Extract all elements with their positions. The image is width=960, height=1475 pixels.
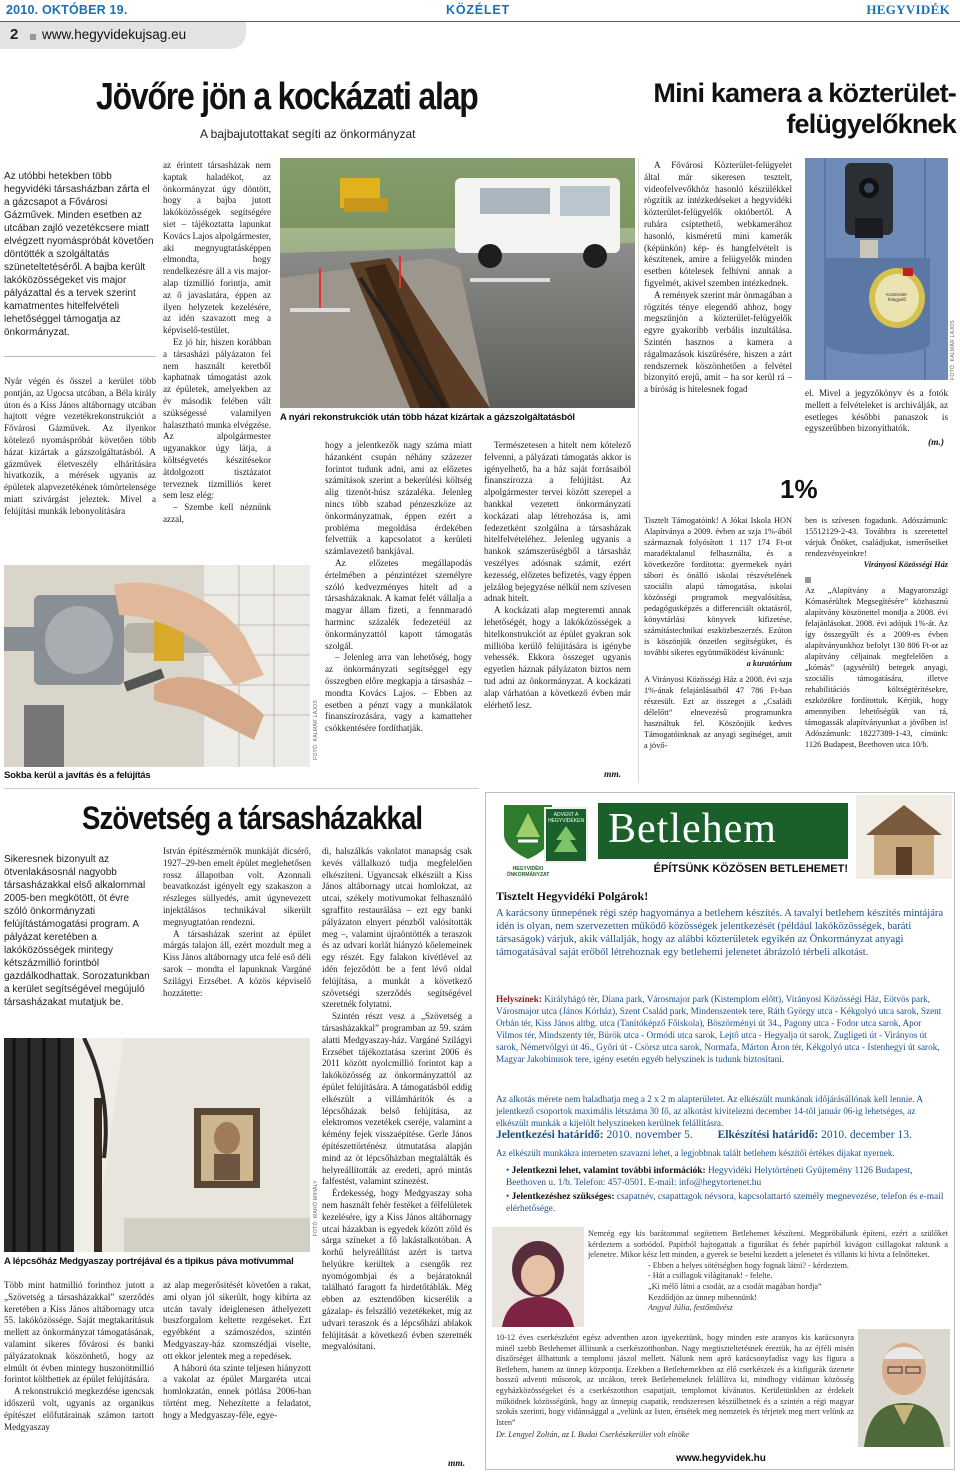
contact1-label: Jelentkezni lehet, valamint további információk: [511,1166,706,1176]
paragraph: Szintén részt vesz a „Szövetség a társasházakkal” programban az 59. szám alatti Medgyaszay-ház. Vargáné Szilágyi Erzsébet tájékoztatása szerint 2006 és 2011 között nyolcmillió forintot kap a lakóközösség az önkormányzattól az épület felújítására. A támogatásból eddig elkészült a villámhárítók és a lépcsőházak belső felújítása, az elektromos vezetékek cseréje, valamint a kémény fejek visszaépítése. Gerle János építészettörténész útmutatása alapján mind az öt lépcsőházban megtalálták és helyreállították az eredeti, apró mintás falfestést, valamint színezést. [322,1011,472,1187]
painter-quote [588,1229,948,1314]
stairwell-caption: A lépcsőház Medgyaszay portréjával és a tipikus páva motívummal [4,1256,294,1267]
bullet-square-icon [805,577,811,583]
lead-text: Sikeresnek bizonyult az ötvenlakásosnál nagyobb társasházakkal első alkalommal 2005-ben megkötött, öt évre szóló önkormányzati felújítástámogatási program. A pályázat keretében a lakóközösségek mintegy kétszázmillió forintból gazdálkodhattak. Sorozatunkban a kerület segítségével megújuló társasházakat mutatjuk be. [4,854,150,1008]
scout-text [496,1333,854,1441]
betlehem-title-band [598,803,848,859]
paragraph: István építészmérnök munkáját dicsérő, 1927–29-ben emelt épület meglehetősen rossz állapotban volt. Azonnali beavatkozást igényelt egy szakaszon a részleges süllyedés, amit úgynevezett injektálásos technikával sikerült megnyugtatóan rendezni. [163,846,311,927]
advent-badge [544,807,588,863]
intro-text: A karácsony ünnepének régi szép hagyománya a betlehem készítés. A tavalyi betlehem készítés mintájára idén is olyan, nem szervezetten működő közösségek jelentkezését (például lakóközösségek, baráti társaságok) várjuk, akik vállalják, hogy az alábbi közterületek egyikén az Önkormányzat anyagi támogatásával saját erőből létrehoznak egy betlehemi jelenetet ábrázoló térbeli alkotást. [496,908,944,958]
deadline-build: 2010. december 13. [821,1129,912,1141]
betlehem-size [496,1093,946,1129]
section-divider [4,788,479,789]
onepercent-title: 1% [780,474,818,504]
nativity-figure [856,795,952,879]
paragraph: Az előzetes megállapodás értelmében a pénzintézet személyre szóló kedvezményes hitelt ad a társasházaknak. A kamat felét vállalja a magyar állam fizeti, a fennmaradó harminc százalék fedezetéül az önkormányzattól kapott támogatás szolgál. [325,557,472,651]
paragraph: hogy a jelentkezők nagy száma miatt házanként csupán néhány százezer forintot tudunk adni, ami az előzetes számítások szerint a bekerülési költség alig tizenöt-húsz százaléka. Jelenleg nincs több szabad pénzeszköze az önkormányzatnak, éppen ezért a probléma megoldása érdekében felvettük a kapcsolatot a kerületi számlavezető bankjával. [325,440,472,557]
paragraph: A társasházak szerint az épület márgás talajon áll, ezért mozdult meg a Kiss János altábornagy utca felé eső déli sarok – mondta el lapunknak Vargáné Szilágyi Erzsébet. A közös képviselő hozzátette: [163,928,311,998]
article3-lower-col1 [4,1280,154,1433]
gas-meter-photo [4,565,310,767]
article2-byline: (m.) [928,438,945,448]
betlehem-intro [496,907,946,959]
signature: a kuratórium [746,659,792,668]
onepercent-col1 [644,515,792,751]
onepercent-col2 [805,515,948,750]
contact2-text: csapatnév, csapattagok névsora, kapcsolattartó személy megnevezése, telefon és e-mail elérhetősége. [506,1192,944,1214]
betlehem-deadlines [496,1129,946,1141]
street-works-photo [280,158,635,408]
betlehem-greeting: Tisztelt Hegyvidéki Polgárok! [496,889,649,903]
paragraph: az alap megerősítését követően a rakat, ami olyan jól sikerült, hogy kibírta az utcán tavaly ideiglenesen áthelyezett buszforgalom keltette rezgéseket. Ezt egyébként a számoszédos, szintén Medgyaszay-ház szomszédjai viselte, ott ekkor jelentek meg a repedések. [163,1280,311,1361]
betlehem-ad [485,792,955,1470]
paragraph: az érintett társasházak nem kaptak haladékot, az önkormányzat úgy döntött, hogy a bajba jutott lakóközösségek segítségére siet – tájékoztatta lapunkat Kovács Lajos alpolgármester, aki megnyugtatásképpen elmondta, hogy rendelkezésre áll a vis major-alap tízmillió forintja, amit az ő javaslatára, éppen az ilyen helyzetek kezelésére, az idén szavazott meg a képviselő-testület. [163,160,271,336]
quote-line: - Ebben a helyes sötétségben hogy fognak látni? - kérdeztem. [648,1260,849,1270]
excavation-illustration [280,158,635,408]
contact-item: • Jelentkezni lehet, valamint további információk: Hegyvidéki Helytörténeti Gyűjtemény 1126 Budapest, Beethoven u. 1/b. Telefon: 457-0501. E-mail: info@hegytortenet.hu [506,1166,913,1188]
paragraph: Érdekesség, hogy Medgyaszay soha nem használt fehér festéket a félfelületek kezelésére, így a Kiss János altábornagy utcai házakban is egyedek között zöld és sárga színeket a fő lakástalkotóban. A korhű helyreállítást azért is tartva helyükre kerültek a csengők rez nyomógombjai és a bejáratoknál található faragott fa hirdetőtáblák. Még ebben az esztendőben kicserélik a gázalap- és felszálló vezetékeket, míg az udvari teraszok és a lépcsőházi ablakok felújítását a következő évben szeretnék megvalósítani. [322,1188,472,1352]
logo-label: HEGYVIDÉKI ÖNKORMÁNYZAT [506,866,550,878]
photo-credit-street: FOTÓ: KALMÁR LAJOS [313,700,319,760]
divider-square [805,574,948,585]
stairwell-illustration [4,1038,310,1252]
article1-col2 [163,160,271,555]
paper-title: HEGYVIDÉK [866,2,950,17]
paragraph: Nyár végén és ősszel a kerület több pontján, az Ugocsa utcában, a Béla király úton és a Kiss János altábornagy utcában hajtott végre vezetékrekonstrukciót a Fővárosi Gázművek. Az ilyenkor kötelező nyomáspróbát követően több házat kizártak a gázszolgáltatásból. A gázművek életveszély elhárítására hivatkozik, a mérések ugyanis az épületek alapvezetékének tömörtelensége miatt szivárgást jeleztek. Mivel a felújítási munkák lebonyolítására [4,376,156,516]
article2-body-end [805,388,948,435]
betlehem-header [486,793,955,883]
meter-photo-caption: Sokba kerül a javítás és a felújítás [4,770,151,781]
paragraph: ben is szívesen fogadunk. Adószámunk: 15512129-2-43. Továbbra is szeretettel várjuk Önöket, családjukat, ismerőseiket rendezvényeinkre! [805,516,948,558]
article1-col1 [4,376,156,518]
article2-body [644,160,792,396]
uniform-camera-photo [805,158,948,380]
scout-portrait [858,1329,950,1447]
paragraph: Több mint hatmillió forinthoz jutott a „Szövetség a társasházakkal” szerződés keretében a Kiss János altábornagy utca 55. lakóközössége. Saját megtakarításuk mellett az önkormányzat támogatásának, valamint sikeres fővárosi és banki pályázatoknak köszönhető, hogy az elmúlt öt évben mintegy huszonötmillió forintot költhettek az épület felújítására. [4,1280,154,1385]
photo-credit-stair: FOTÓ: MARÓ MIHÁLY [313,1180,319,1237]
column-rule [638,158,639,783]
contact-item: • Jelentkezéshez szükséges: csapatnév, csapattagok névsora, kapcsolattartó személy megnevezése, telefon és e-mail elérhetősége. [506,1192,944,1214]
article1-byline: mm. [604,770,622,780]
quote-line: - Hát a csillagok világítanak! - felelte. [648,1271,773,1281]
paragraph: A Virányosi Közösségi Ház a 2008. évi szja 1%-ának felajánlásaiból 47 786 Ft-ban részesült. Ezt az összeget a „Családi délelőtt” elnevezésű programunkra használtuk fel. Köszönjük kedves Támogatóinknak az anyagi segítséget, amit a jövő- [644,675,792,750]
paragraph: A remények szerint már önmagában a rögzítés ténye elegendő ahhoz, hogy megszűnjön a közterület-felügyelők egyre gyakoribb verbális inzultálása. Szintén hasznos a kamera a rágalmazások kiszűrésére, hiszen a zárt rendszernek köszönhetően a felvétel bizonyító erejű, amit – ha sor kerül rá – a bíróság is hitelesnek fogad [644,289,792,395]
paragraph: A kockázati alap megteremti annak lehetőségét, hogy a lakóközösségek a hitelkonstrukciót az épület gyakran sok millióba kerülő felújítására is igénybe vehessék. Ekkora összeget ugyanis egyetlen háznak pályázaton biztos nem tud adni az önkormányzat. A kockázati alap várhatóan a következő évben már elérhető lesz. [484,605,631,710]
street-photo-caption: A nyári rekonstrukciók után több házat kizártak a gázszolgáltatásból [280,412,575,423]
paragraph: A Fővárosi Közterület-felügyelet által már sikeresen tesztelt, videofelvevőkhöz hasonló készülékkel rögzítik az intézkedéseket a hegyvidéki közterület-felügyelők októbertől. A ruhára csíptethető, webkamerához hasonló, kisméretű mini kamerák (képünkön) kép- és hangfelvételt is készítenek, amire a felügyelők minden esetben kötelesek felhívni annak a figyelmét, akivel szemben intézkednek. [644,160,792,288]
deadline-build-label: Elkészítési határidő: [717,1129,819,1141]
article3-lead [4,853,154,1009]
scout-signature: Dr. Lengyel Zoltán, az I. Budai Cserkészkerület volt elnöke [496,1430,690,1440]
painter-portrait [492,1227,584,1327]
scout-paragraph: 10-12 éves cserkészként egész adventben azon igyekeztünk, hogy minden este aranyos kis karácsonyra minél szebb Betlehemet állítsunk a cserkészotthonban. Nagy megtiszteltetésnek éreztük, ha az éjféli misén díszőrséget állhattunk a templomi jászol mellett. Nálunk nem apró karácsonyfadísz vagy kis figura a Betlehem, hanem az ünnep központja. Ezekben a Betlehemekben az élő cserkészek és a kisfigurák üzenete hosszú adventi műsorok, az utcákon, terek Betlehemeknek felállítva ki, mindhogy vidáman közösség egyházközösségeket és a cserkészotthon csapatjait, templomot kívánatos. Kerületünkben az érdekelt működnek közösségünk, hogy az ünnepig csapatik, rendszeresen készülhetnek és a szintén a régi magyar szokás szerinti, hogy vidámsággal a „velünk az Isten, értsétek meg nemzetek és térjetek meg mert velünk az Isten” [496,1333,854,1427]
quote-signature: Angyal Júlia, festőművész [648,1303,733,1313]
bullet-square-icon [30,34,36,40]
issue-date: 2010. OKTÓBER 19. [6,3,128,17]
article3-headline: Szövetség a társasházakkal [82,800,423,836]
places-label: Helyszínek: [496,994,542,1004]
quote-line: „Ki mélő látni a csodát, az a csodát magában hordja” [648,1281,822,1291]
signature: Virányosi Közösségi Ház [863,560,948,569]
old-man-portrait-illustration [858,1329,950,1447]
paragraph: A rekonstrukció megkezdése igencsak időszerű volt, ugyanis az organikus építészet előfutárainak számon tartott Medgyaszay [4,1386,154,1432]
woman-portrait-illustration [492,1227,584,1327]
contact2-label: Jelentkezéshez szükséges: [511,1192,615,1202]
pine-tree-icon [546,824,586,854]
betlehem-places [496,993,946,1065]
contact1-text: Hegyvidéki Helytörténeti Gyűjtemény 1126 Budapest, Beethoven u. 1/b. Telefon: 457-0501. E-mail: info@hegytortenet.hu [506,1166,913,1188]
betlehem-vote-info [496,1147,946,1159]
quote-line: Kezdődjön az ünnep mibennünk! [648,1292,757,1302]
masthead-bar [0,0,960,20]
paragraph: – Szembe kell néznünk azzal, [163,502,271,524]
betlehem-slogan: ÉPÍTSÜNK KÖZÖSEN BETLEHEMET! [653,863,848,875]
badge-label: Közterület-felügyelő [886,292,908,302]
paragraph: A háború óta szinte teljesen hiányzott a vakolat az épület Margaréta utcai homlokzatán, ennek pótlása 2006-ban történt meg. Nehezítette a feladatot, hogy a Medgyaszay-féle, egye- [163,1362,311,1420]
vote-text: Az elkészült munkákra interneten szavazni lehet, a legjobbnak talált betlehem készítői értékes díjakat nyernek. [496,1148,895,1158]
article1-col4 [484,440,631,711]
nativity-illustration [856,795,952,879]
paragraph: – Jelenleg arra van lehetőség, hogy az önkormányzati segítséggel egy összegben előre megkapja a társasház – mondta Kovács Lajos. – Ebben az esetben a pénzt vagy a munkálatok finanszírozására, vagy a kamatteher csökkentésére fordíthatják. [325,652,472,734]
paragraph: el. Mivel a jegyzőkönyv és a fotók mellett a felvételeket is archiválják, az esetleges későbbi panaszok is egyszerűbben bizonyíthatók. [805,388,948,434]
article3-byline: mm. [448,1459,466,1469]
article2-headline [640,78,956,140]
paragraph: di, halszálkás vakolatot manapság csak kevés vállalkozó tudja megfelelően elkészíteni. Ugyancsak elkészült a Kiss János altábornagy utcai homlokzat, az utcai, székely motívumokat felhasználó sgraffito restaurálása – ezt egy banki pályázaton elnyert pénzből valósították meg –, valamint újraöntötték a teraszok és az udvari korlát hiányzó kőelemeinek egy részét. Egy falakon kívétlével az idén fejeződött be a fent lévő oldal felújítása, a munkát a következő szövetségi szerződés segítségével szeretnék folytatni. [322,846,472,1010]
betlehem-title: Betlehem [608,806,777,852]
page-tab [0,22,246,49]
article1-lead [4,170,156,339]
betlehem-contacts [506,1165,946,1215]
lead-divider [4,356,156,357]
section-label: KÖZÉLET [446,3,510,17]
advent-label: ADVENT A HEGYVIDÉKEN [547,812,585,824]
deadline-apply: 2010. november 5. [606,1129,693,1141]
size-text: Az alkotás mérete nem haladhatja meg a 2 x 2 m alapterületet. Az elkészült munkának időjárásállónak kell lennie. A jelentkező csoportok maximális létszáma 30 fő, az alkotást kivitelezni december 14-től január 06-ig lehetséges, az elkészült munkák a kijelölt helyszíneken kerülnek felállításra. [496,1094,923,1128]
gas-meter-illustration [4,565,310,767]
paragraph: Természetesen a hitelt nem kötelező felvenni, a pályázati támogatás akkor is igényelhető, ha a ház saját forrásaiból finanszírozza a felújítást. Az alpolgármester tervei között szerepel a bankkal vezetett önkormányzati kockázati alap létrehozása is, ami fedezetként szolgálna a társasházak hitelfelvételéhez. Jelenleg ugyanis a bankok számszerűségből a társasház veszélyes adósnak számít, ezért kezesség, előzetes befizetés, vagy éppen jelzálog bejegyzése nélkül nem szívesen adnak hitelt. [484,440,631,604]
paragraph: Ez jó hír, hiszen korábban a társasházi pályázaton fel nem használt keretből kaphatnak támogatást azok az épületek, amelyekben az év második felében vált szükségessé valamilyen halasztható munka elvégzése. Az alpolgármester ugyanakkor úgy látja, a költségvetés készítésekor átdolgozott tisztázatot terveznek tízmilliós keret sem lesz elég: [163,336,271,501]
photo-credit-camera: FOTÓ: KALMÁR LAJOS [950,320,956,380]
page-number: 2 [10,26,19,43]
stairwell-photo [4,1038,310,1252]
uniform-illustration [805,158,948,380]
website-link[interactable]: www.hegyvidek.hu [676,1453,766,1464]
lead-text: Az utóbbi hetekben több hegyvidéki társasházban zárta el a gázcsapot a Fővárosi Gázművek. Minden esetben az utcában zajló vezetékcsere miatt elvégzett nyomáspróbát követően döntötték a szolgáltatás szüneteltetéséről. A bajba került lakóközösségeket vis major pályázattal és a tervek szerint kamatmentes hitelfelvételi lehetőséggel támogatja az önkormányzat. [4,171,154,338]
article1-subhead: A bajbajutottakat segíti az önkormányzat [200,127,416,141]
article1-headline: Jövőre jön a kockázati alap [96,76,478,118]
article3-lower-col2 [163,1280,311,1422]
article3-col1 [163,846,311,999]
deadline-apply-label: Jelentkezési határidő: [496,1129,604,1141]
quote-intro: Nemrég egy kis barátommal segítettem Betlehemet készíteni. Megpróbálunk építeni, ezért a szülőket kérdeztem a sorbódol. Papírból hajtogattak a figurákat és fehér papírból kivágott csillagokat raktunk a jelenetre. Mikor kész lett minden, a gyerek se betelni kezdett a jelenetet és villants ki hívta a felnőtteket. [588,1229,948,1260]
headline-text: Mini kamera a közterület-felügyelőknek [653,78,956,139]
places-text: Királyhágó tér, Diana park, Városmajor park (Kistemplom előtt), Virányosi Közösségi Ház, Eötvös park, Városmajor utca (János Kórház), Szent Család park, Mindenszentek tere, Ráth György utca - Kékgolyó utca sarok, Szent Orbán tér, Kiss János altbg. utca (Tanítóképző Főiskola), Böszörményi út 34., Pagony utca - Fodor utca sarok, Apor Vilmos tér, Mindszenty tér, Bürök utca - Ormódi utca sarok, Lejtő utca - Hegyalja út sarok, Zugligeti út - Virányos út sarok, Németvölgyi út 46., Győri út - Csörsz utca sarok, Normafa, Márton Áron tér, Kékgolyó utca - Istenhegyi út sarok, Magyar Jakobinusok tere, igény esetén egyéb helyszínek is tudunk biztosítani. [496,994,942,1064]
site-link[interactable]: www.hegyvidekujsag.eu [42,27,187,42]
article1-col3 [325,440,472,735]
paragraph: Tisztelt Támogatóink! A Jókai Iskola HON Alapítványa a 2009. évben az szja 1%-ából származnak folyósított 1 117 174 Ft-ot maradéktalanul felhasználta, és a következőre fordította: gyermekek nyári tábori és önálló iskolai részvételének szociális alapú támogatása, iskolai közösségi programok megvalósítása, pedagógusképzés a differenciált oktatásról, könyvtárlási könyvek kifizetése, számítástechnikai eszközbeszerzés. Ezúton is köszönjük önzetlen segítségüket, és további sikeres együttműködést kívánunk: [644,516,792,657]
article3-col2 [322,846,472,1466]
paragraph: Az „Alapítvány a Magyarországi Kómasérültek Megsegítésére” közhasznú alapítvány köszönettel mondja a 2008. évi felajánlásokat. 2008. évi adójuk 1%-át. Az így összegyűlt és a 2009-es évben alapítványunkhoz befolyt 130 806 Ft-ot az alapítvány céljainak megfelelően a „kómás” (agysérült) betegek anyagi, szociális támogatására, illetve rehabilitációs költségtérítésekre, eszközökre fordítottuk. Kérjük, hogy amennyiben lehetőségük van rá, támogassák alapítványunkat a jövőben is! Adószámunk: 18227389-1-43, címünk: 1126 Budapest, Beethoven utca 10/b. [805,586,948,749]
